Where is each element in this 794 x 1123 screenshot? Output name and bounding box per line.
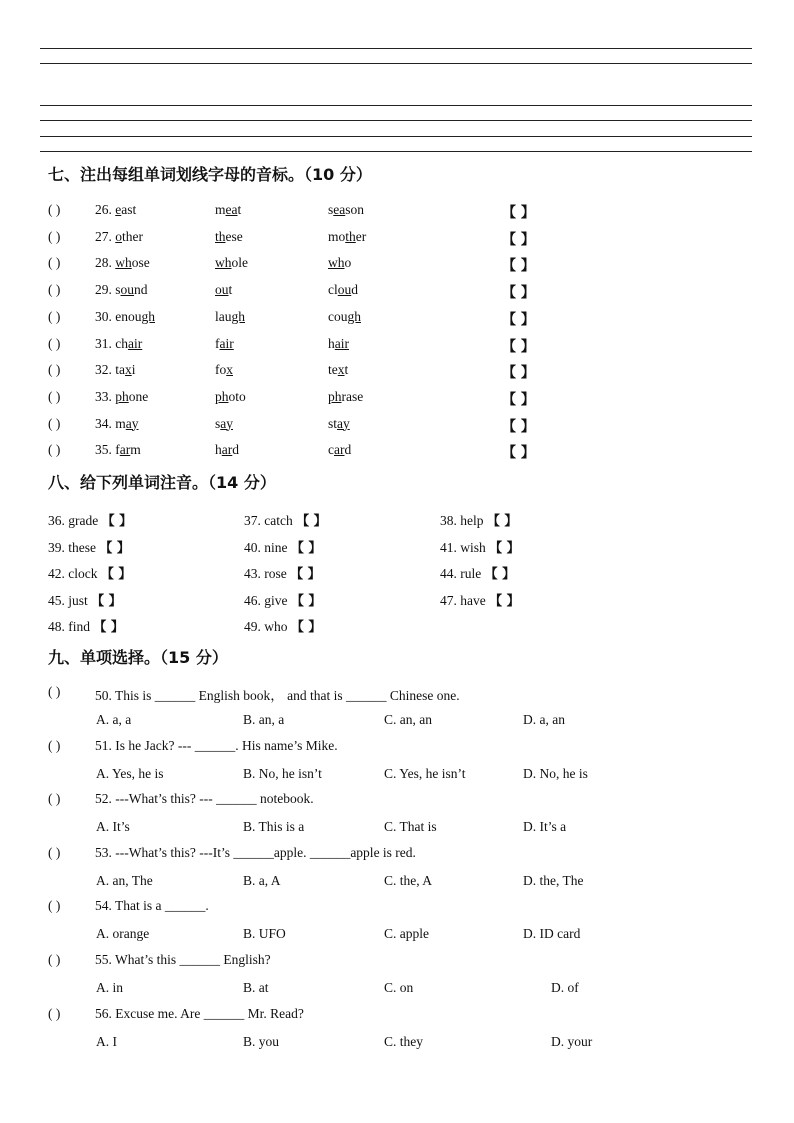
option-b: B. No, he isn’t	[243, 765, 322, 781]
option-b: B. UFO	[243, 926, 286, 942]
writing-line	[40, 120, 752, 121]
answer-bracket[interactable]: 【 】	[502, 445, 535, 462]
answer-bracket[interactable]: 【 】	[502, 258, 535, 275]
option-c: C. Yes, he isn’t	[384, 765, 466, 781]
writing-line	[40, 105, 752, 106]
transcribe-item	[440, 590, 520, 609]
word-3: cough	[328, 308, 361, 324]
word-3: mother	[328, 228, 367, 244]
transcribe-word: 48. find	[48, 619, 94, 634]
transcribe-item	[244, 590, 321, 609]
word-2: meat	[215, 202, 242, 217]
answer-bracket[interactable]: 【 】	[502, 391, 535, 408]
option-a: A. an, The	[96, 872, 153, 888]
transcribe-word: 42. clock	[48, 566, 101, 581]
option-a: A. It’s	[96, 819, 130, 835]
option-a: A. I	[96, 1033, 117, 1049]
item-number-word1: 29. sound	[95, 282, 148, 298]
option-c: C. they	[384, 1033, 423, 1049]
answer-paren[interactable]: ( )	[48, 791, 61, 807]
transcribe-item	[48, 537, 130, 556]
option-d: D. a, an	[523, 712, 565, 727]
transcribe-word: 45. just	[48, 592, 92, 608]
question-text: 50. This is ______ English book， and that is ______ Chinese one.	[95, 688, 460, 703]
question-text: 55. What’s this ______ English?	[95, 952, 271, 967]
answer-paren[interactable]: ( )	[48, 228, 61, 244]
answer-bracket[interactable]: 【 】	[290, 540, 322, 556]
answer-bracket[interactable]: 【 】	[99, 540, 130, 556]
answer-paren[interactable]: ( )	[48, 388, 61, 404]
option-d: D. of	[551, 980, 579, 995]
transcribe-item	[244, 510, 327, 529]
transcribe-word: 39. these	[48, 539, 100, 555]
answer-paren[interactable]: ( )	[48, 335, 61, 351]
transcribe-word: 46. give	[244, 592, 291, 608]
option-c: C. the, A	[384, 872, 433, 888]
transcribe-word: 40. nine	[244, 539, 291, 555]
option-c: C. That is	[384, 819, 437, 835]
word-2: out	[215, 282, 233, 298]
answer-bracket[interactable]: 【 】	[290, 567, 321, 582]
answer-bracket[interactable]: 【 】	[290, 593, 322, 609]
word-3: phrase	[328, 388, 364, 404]
option-d: D. your	[551, 1033, 593, 1049]
option-c: C. apple	[384, 926, 429, 942]
answer-paren[interactable]: ( )	[48, 737, 61, 753]
option-a: A. a, a	[96, 712, 132, 727]
answer-bracket[interactable]: 【 】	[502, 338, 535, 355]
transcribe-word: 47. have	[440, 592, 490, 608]
option-b: B. a, A	[243, 872, 281, 888]
item-number-word1: 33. phone	[95, 388, 149, 404]
answer-bracket[interactable]: 【 】	[93, 620, 124, 635]
word-3: card	[328, 442, 352, 458]
option-b: B. This is a	[243, 819, 305, 835]
word-2: laugh	[215, 308, 245, 324]
transcribe-item	[48, 510, 132, 529]
writing-line	[40, 63, 752, 64]
transcribe-item	[440, 563, 515, 582]
item-number-word1: 26. east	[95, 202, 137, 217]
word-2: these	[215, 228, 243, 244]
word-3: season	[328, 202, 365, 217]
answer-bracket[interactable]: 【 】	[489, 593, 520, 609]
answer-paren[interactable]: ( )	[48, 415, 61, 431]
word-3: stay	[328, 415, 350, 431]
transcribe-item	[440, 537, 520, 556]
item-number-word1: 31. chair	[95, 335, 143, 351]
word-2: hard	[215, 442, 239, 458]
answer-bracket[interactable]: 【 】	[296, 514, 327, 529]
option-b: B. at	[243, 980, 269, 995]
option-c: C. an, an	[384, 712, 432, 727]
transcribe-word: 44. rule	[440, 566, 485, 581]
answer-bracket[interactable]: 【 】	[91, 593, 122, 609]
item-number-word1: 27. other	[95, 228, 143, 244]
transcribe-item	[244, 537, 321, 556]
option-c: C. on	[384, 980, 414, 995]
section-9-title: 九、单项选择。（15 分）	[48, 648, 228, 667]
answer-paren[interactable]: ( )	[48, 308, 61, 324]
answer-paren[interactable]: ( )	[48, 898, 61, 914]
answer-paren[interactable]: ( )	[48, 362, 61, 378]
answer-bracket[interactable]: 【 】	[290, 620, 322, 635]
answer-bracket[interactable]: 【 】	[100, 567, 132, 582]
item-number-word1: 28. whose	[95, 255, 150, 271]
option-b: B. an, a	[243, 712, 285, 727]
answer-bracket[interactable]: 【 】	[502, 205, 535, 221]
word-3: cloud	[328, 282, 358, 298]
answer-paren[interactable]: ( )	[48, 255, 61, 271]
answer-bracket[interactable]: 【 】	[502, 418, 535, 435]
option-d: D. It’s a	[523, 819, 567, 835]
word-2: fair	[215, 335, 234, 351]
transcribe-word: 36. grade	[48, 513, 102, 528]
transcribe-item	[48, 616, 124, 635]
word-2: whole	[215, 255, 248, 271]
option-a: A. orange	[96, 926, 150, 942]
transcribe-word: 43. rose	[244, 566, 291, 581]
item-number-word1: 35. farm	[95, 442, 141, 458]
writing-line	[40, 151, 752, 152]
option-a: A. Yes, he is	[96, 765, 164, 781]
answer-paren[interactable]: ( )	[48, 442, 61, 458]
question-text: 52. ---What’s this? --- ______ notebook.	[95, 791, 314, 807]
option-d: D. No, he is	[523, 765, 588, 781]
answer-bracket[interactable]: 【 】	[484, 567, 516, 582]
question-text: 56. Excuse me. Are ______ Mr. Read?	[95, 1005, 304, 1021]
word-3: who	[328, 255, 352, 271]
answer-paren[interactable]: ( )	[48, 844, 61, 860]
option-d: D. ID card	[523, 926, 581, 942]
answer-bracket[interactable]: 【 】	[502, 365, 535, 382]
word-2: say	[215, 415, 234, 431]
transcribe-item	[440, 510, 517, 529]
transcribe-item	[244, 616, 321, 635]
answer-bracket[interactable]: 【 】	[101, 514, 133, 529]
word-2: photo	[215, 388, 246, 404]
answer-bracket[interactable]: 【 】	[502, 285, 535, 302]
transcribe-word: 38. help	[440, 513, 487, 528]
item-number-word1: 34. may	[95, 415, 139, 431]
answer-paren[interactable]: ( )	[48, 202, 61, 217]
answer-bracket[interactable]: 【 】	[502, 311, 535, 328]
writing-line	[40, 136, 752, 137]
section-7-title: 七、注出每组单词划线字母的音标。（10 分）	[48, 165, 372, 184]
option-a: A. in	[96, 980, 123, 995]
item-number-word1: 30. enough	[95, 308, 155, 324]
answer-bracket[interactable]: 【 】	[502, 231, 535, 248]
question-text: 51. Is he Jack? --- ______. His name’s Mike.	[95, 737, 338, 753]
transcribe-word: 37. catch	[244, 513, 297, 528]
question-text: 54. That is a ______.	[95, 898, 209, 914]
answer-paren[interactable]: ( )	[48, 684, 61, 699]
word-3: text	[328, 362, 349, 378]
answer-bracket[interactable]: 【 】	[489, 540, 520, 556]
item-number-word1: 32. taxi	[95, 362, 136, 378]
word-2: fox	[215, 362, 233, 378]
transcribe-word: 41. wish	[440, 539, 490, 555]
answer-bracket[interactable]: 【 】	[486, 514, 518, 529]
option-d: D. the, The	[523, 872, 584, 888]
transcribe-word: 49. who	[244, 619, 291, 634]
word-3: hair	[328, 335, 349, 351]
answer-paren[interactable]: ( )	[48, 952, 61, 967]
transcribe-item	[48, 590, 122, 609]
transcribe-item	[48, 563, 131, 582]
writing-line	[40, 48, 752, 49]
section-8-title: 八、给下列单词注音。（14 分）	[48, 473, 276, 492]
answer-paren[interactable]: ( )	[48, 282, 61, 298]
transcribe-item	[244, 563, 321, 582]
answer-paren[interactable]: ( )	[48, 1005, 61, 1021]
question-text: 53. ---What’s this? ---It’s ______apple. ______apple is red.	[95, 844, 416, 860]
option-b: B. you	[243, 1033, 280, 1049]
